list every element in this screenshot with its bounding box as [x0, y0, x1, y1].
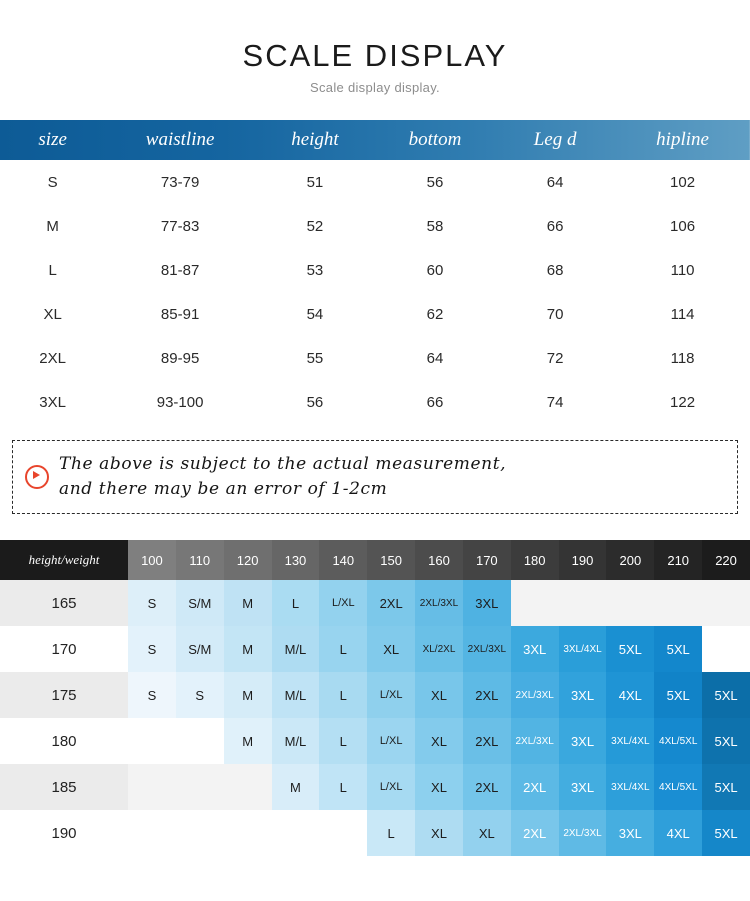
table-row — [0, 336, 750, 380]
matrix-cell: 2XL — [511, 764, 559, 810]
matrix-cell-empty — [128, 718, 176, 764]
matrix-weight-header: 100 — [128, 540, 176, 580]
size-chart-cell: 106 — [615, 204, 750, 248]
size-chart-cell: 110 — [615, 248, 750, 292]
matrix-cell: M/L — [272, 718, 320, 764]
matrix-cell: XL — [415, 764, 463, 810]
size-chart-cell: 77-83 — [105, 204, 255, 248]
matrix-cell: 4XL/5XL — [654, 718, 702, 764]
matrix-cell: L — [319, 764, 367, 810]
matrix-cell: L — [367, 810, 415, 856]
matrix-cell: 3XL — [463, 580, 511, 626]
matrix-cell: L/XL — [319, 580, 367, 626]
size-chart-cell: 89-95 — [105, 336, 255, 380]
page-title: SCALE DISPLAY — [242, 38, 508, 73]
matrix-height-header: 175 — [0, 672, 128, 718]
matrix-cell: 2XL — [511, 810, 559, 856]
size-chart-col-header: height — [291, 129, 339, 150]
matrix-cell: 5XL — [702, 810, 750, 856]
matrix-weight-header: 160 — [415, 540, 463, 580]
size-chart-cell: 60 — [375, 248, 495, 292]
matrix-cell: 3XL/4XL — [559, 626, 607, 672]
size-chart-cell: 64 — [495, 160, 615, 204]
table-row — [0, 380, 750, 424]
matrix-cell: 2XL — [463, 718, 511, 764]
size-chart-cell: 51 — [255, 160, 375, 204]
matrix-cell: M — [224, 626, 272, 672]
matrix-cell: L — [319, 718, 367, 764]
matrix-weight-header: 120 — [224, 540, 272, 580]
matrix-cell-empty — [654, 580, 702, 626]
matrix-cell: 5XL — [702, 764, 750, 810]
matrix-header-row — [0, 540, 750, 580]
measurement-note-line1: The above is subject to the actual measurement, — [59, 454, 507, 474]
matrix-cell: 2XL — [463, 672, 511, 718]
matrix-row — [0, 580, 750, 626]
size-chart-col-header: size — [38, 129, 67, 150]
matrix-cell: XL/2XL — [415, 626, 463, 672]
matrix-cell: 2XL/3XL — [511, 718, 559, 764]
matrix-weight-header: 170 — [463, 540, 511, 580]
matrix-cell: S — [128, 626, 176, 672]
matrix-cell: 5XL — [606, 626, 654, 672]
matrix-cell: 4XL — [606, 672, 654, 718]
matrix-weight-header: 130 — [272, 540, 320, 580]
measurement-note — [12, 440, 738, 514]
matrix-cell-empty — [319, 810, 367, 856]
matrix-weight-header: 180 — [511, 540, 559, 580]
size-chart-cell: 85-91 — [105, 292, 255, 336]
matrix-cell: 2XL — [367, 580, 415, 626]
size-chart-cell: S — [0, 160, 105, 204]
matrix-cell: 3XL/4XL — [606, 718, 654, 764]
matrix-cell: L — [272, 580, 320, 626]
size-chart-body — [0, 160, 750, 424]
matrix-weight-header: 150 — [367, 540, 415, 580]
matrix-cell: XL — [415, 672, 463, 718]
size-chart-cell: 52 — [255, 204, 375, 248]
matrix-cell: L — [319, 672, 367, 718]
matrix-cell-empty — [224, 764, 272, 810]
size-chart-col-header: hipline — [656, 129, 709, 150]
matrix-row — [0, 764, 750, 810]
matrix-height-header: 170 — [0, 626, 128, 672]
matrix-row — [0, 718, 750, 764]
size-chart-cell: 72 — [495, 336, 615, 380]
table-row — [0, 292, 750, 336]
size-chart-cell: 2XL — [0, 336, 105, 380]
matrix-cell: 2XL/3XL — [463, 626, 511, 672]
matrix-weight-header: 140 — [319, 540, 367, 580]
page-header — [0, 0, 750, 95]
matrix-cell: S/M — [176, 580, 224, 626]
size-chart-cell: 118 — [615, 336, 750, 380]
size-chart-cell: 64 — [375, 336, 495, 380]
size-chart-col-header: bottom — [408, 129, 462, 150]
matrix-cell: S — [128, 580, 176, 626]
table-row — [0, 248, 750, 292]
matrix-cell: XL — [415, 810, 463, 856]
size-chart-cell: 66 — [375, 380, 495, 424]
size-chart-table — [0, 120, 750, 424]
matrix-cell: L — [319, 626, 367, 672]
matrix-cell: 2XL — [463, 764, 511, 810]
matrix-cell: S — [128, 672, 176, 718]
matrix-height-header: 180 — [0, 718, 128, 764]
matrix-row — [0, 810, 750, 856]
matrix-cell: 3XL/4XL — [606, 764, 654, 810]
matrix-cell: 2XL/3XL — [415, 580, 463, 626]
size-chart-header-row — [0, 120, 750, 160]
size-chart-cell: 68 — [495, 248, 615, 292]
matrix-cell-empty — [128, 810, 176, 856]
size-chart-col-header: Leg d — [533, 129, 577, 150]
size-chart-cell: 66 — [495, 204, 615, 248]
table-row — [0, 204, 750, 248]
size-chart-cell: 54 — [255, 292, 375, 336]
matrix-weight-header: 210 — [654, 540, 702, 580]
matrix-cell: M — [224, 718, 272, 764]
size-chart-cell: 3XL — [0, 380, 105, 424]
height-weight-matrix — [0, 540, 750, 856]
matrix-weight-header: 220 — [702, 540, 750, 580]
size-chart-col-header: waistline — [145, 129, 215, 150]
matrix-cell: M — [272, 764, 320, 810]
size-chart-cell: 70 — [495, 292, 615, 336]
size-chart-cell: 74 — [495, 380, 615, 424]
size-chart-cell: 93-100 — [105, 380, 255, 424]
size-chart-cell: 102 — [615, 160, 750, 204]
matrix-cell: L/XL — [367, 718, 415, 764]
matrix-cell: L/XL — [367, 764, 415, 810]
matrix-cell-empty — [559, 580, 607, 626]
size-chart-cell: 73-79 — [105, 160, 255, 204]
matrix-weight-header: 190 — [559, 540, 607, 580]
matrix-height-header: 185 — [0, 764, 128, 810]
matrix-cell: 3XL — [559, 764, 607, 810]
size-chart-cell: 122 — [615, 380, 750, 424]
size-chart-cell: 53 — [255, 248, 375, 292]
matrix-cell: 3XL — [559, 672, 607, 718]
size-chart-cell: L — [0, 248, 105, 292]
matrix-cell: 2XL/3XL — [511, 672, 559, 718]
matrix-cell: XL — [415, 718, 463, 764]
size-chart-cell: 55 — [255, 336, 375, 380]
page-subtitle: Scale display display. — [310, 80, 440, 95]
table-row — [0, 160, 750, 204]
measurement-note-text — [59, 452, 506, 502]
matrix-cell: M — [224, 672, 272, 718]
matrix-cell-empty — [176, 718, 224, 764]
size-chart-cell: 56 — [255, 380, 375, 424]
matrix-cell: 2XL/3XL — [559, 810, 607, 856]
matrix-height-header: 190 — [0, 810, 128, 856]
matrix-cell-empty — [511, 580, 559, 626]
matrix-header — [0, 540, 750, 580]
matrix-cell-empty — [702, 580, 750, 626]
matrix-cell: L/XL — [367, 672, 415, 718]
play-circle-icon — [25, 465, 49, 489]
matrix-cell: 3XL — [559, 718, 607, 764]
size-chart-header — [0, 120, 750, 160]
matrix-cell-empty — [702, 626, 750, 672]
matrix-cell: 3XL — [511, 626, 559, 672]
matrix-cell: XL — [367, 626, 415, 672]
size-chart-cell: 56 — [375, 160, 495, 204]
matrix-cell: 3XL — [606, 810, 654, 856]
matrix-cell: 4XL/5XL — [654, 764, 702, 810]
matrix-height-header: 165 — [0, 580, 128, 626]
size-chart-cell: 58 — [375, 204, 495, 248]
matrix-cell-empty — [176, 764, 224, 810]
matrix-cell-empty — [272, 810, 320, 856]
matrix-cell: S/M — [176, 626, 224, 672]
matrix-cell: 5XL — [702, 718, 750, 764]
matrix-cell: M/L — [272, 672, 320, 718]
matrix-cell: XL — [463, 810, 511, 856]
matrix-corner-label: height/weight — [0, 540, 128, 580]
matrix-cell: 5XL — [654, 626, 702, 672]
measurement-note-line2: and there may be an error of 1-2cm — [59, 479, 388, 499]
matrix-cell: M — [224, 580, 272, 626]
matrix-cell: 5XL — [654, 672, 702, 718]
matrix-cell-empty — [224, 810, 272, 856]
matrix-cell: S — [176, 672, 224, 718]
size-chart-cell: 114 — [615, 292, 750, 336]
matrix-row — [0, 672, 750, 718]
matrix-row — [0, 626, 750, 672]
matrix-cell: M/L — [272, 626, 320, 672]
matrix-weight-header: 200 — [606, 540, 654, 580]
size-chart-cell: 62 — [375, 292, 495, 336]
size-chart-cell: M — [0, 204, 105, 248]
matrix-cell-empty — [606, 580, 654, 626]
matrix-cell-empty — [128, 764, 176, 810]
matrix-body — [0, 580, 750, 856]
matrix-weight-header: 110 — [176, 540, 224, 580]
matrix-cell-empty — [176, 810, 224, 856]
matrix-cell: 5XL — [702, 672, 750, 718]
height-weight-matrix-wrap — [0, 540, 750, 856]
matrix-cell: 4XL — [654, 810, 702, 856]
size-chart-cell: 81-87 — [105, 248, 255, 292]
size-chart-cell: XL — [0, 292, 105, 336]
